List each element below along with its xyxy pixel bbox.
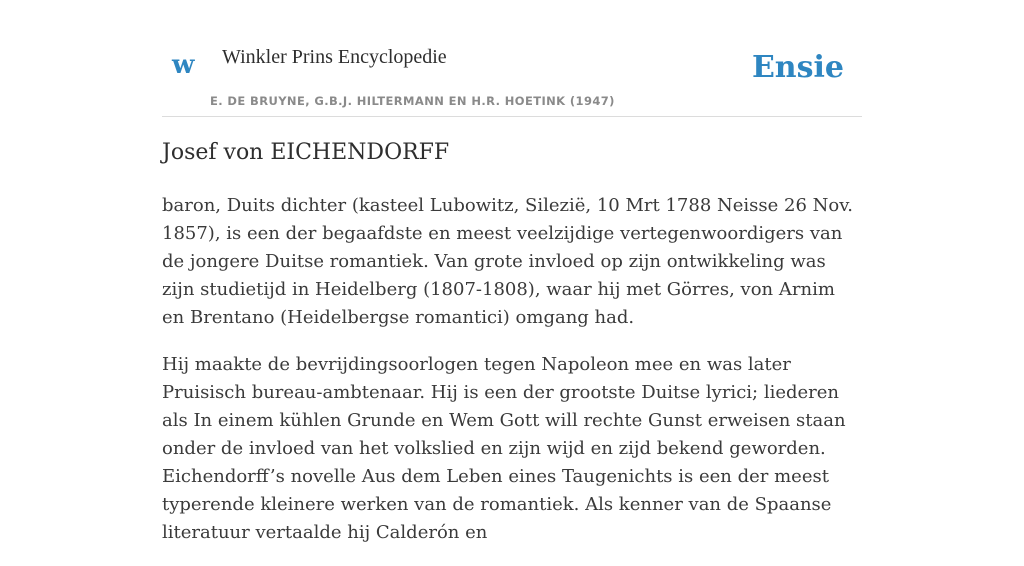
article-body [162, 192, 862, 566]
article-paragraph: Hij maakte de bevrijdingsoorlogen tegen Napoleon mee en was later Pruisisch bureau-ambtenaar. Hij is een der grootste Duitse lyrici; liederen als In einem kühlen Grunde en Wem Gott will rechte Gunst erweisen staan onder de invloed van het volkslied en zijn wijd en zijd bekend geworden. Eichendorff’s novelle Aus dem Leben eines Taugenichts is een der meest typerende kleinere werken van de romantiek. Als kenner van de Spaanse literatuur vertaalde hij Calderón en [162, 354, 846, 543]
article-title: Josef von EICHENDORFF [162, 140, 450, 165]
site-header [162, 0, 862, 117]
authors-byline: E. DE BRUYNE, G.B.J. HILTERMANN EN H.R. HOETINK (1947) [210, 94, 615, 108]
ensie-brand-link[interactable]: Ensie [751, 50, 844, 85]
winkler-prins-logo-icon[interactable]: w [172, 50, 195, 80]
article-paragraph: baron, Duits dichter (kasteel Lubowitz, Silezië, 10 Mrt 1788 Neisse 26 Nov. 1857), is een der begaafdste en meest veelzijdige vertegenwoordigers van de jongere Duitse romantiek. Van grote invloed op zijn ontwikkeling was zijn studietijd in Heidelberg (1807-1808), waar hij met Görres, von Arnim en Brentano (Heidelbergse romantici) omgang had. [162, 195, 853, 328]
site-title[interactable]: Winkler Prins Encyclopedie [222, 46, 447, 68]
